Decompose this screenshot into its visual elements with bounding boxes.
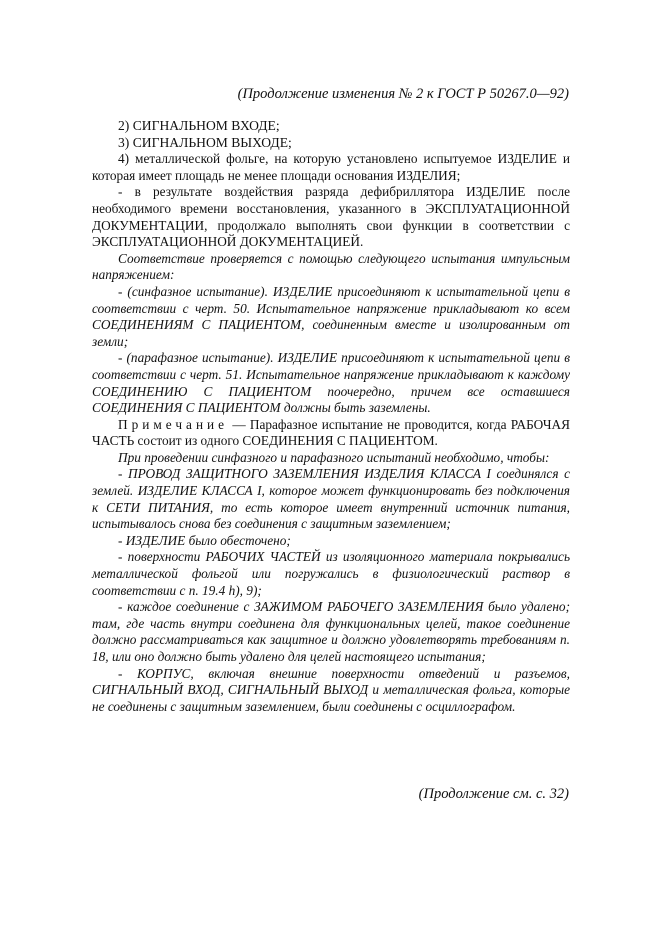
paragraph-deenergized: - ИЗДЕЛИЕ было обесточено;	[118, 532, 291, 548]
paragraph-common-mode-test: - (синфазное испытание). ИЗДЕЛИЕ присоединяют к испытательной цепи в соответствии с черт. 50. Испытательное напряжение прикладывают ко всем СОЕДИНЕНИЯМ С ПАЦИЕНТОМ, соединенным вместе и изолированным от земли;	[92, 283, 570, 349]
continuation-footer: (Продолжение см. с. 32)	[418, 786, 569, 802]
paragraph-metal-foil: 4) металлической фольге, на которую установлено испытуемое ИЗДЕЛИЕ и которая имеет площадь не менее площади основания ИЗДЕЛИЯ;	[92, 151, 570, 183]
paragraph-signal-output: 3) СИГНАЛЬНОМ ВЫХОДЕ;	[118, 134, 292, 150]
document-body	[92, 118, 570, 715]
paragraph-functional-earth: - каждое соединение с ЗАЖИМОМ РАБОЧЕГО ЗАЗЕМЛЕНИЯ было удалено; там, где часть внутри соединена для функциональных целей, такое соединение должно рассматриваться как защитное и должно удовлетворять требованиям п. 18, или оно должно быть удалено для целей настоящего испытания;	[92, 599, 570, 664]
paragraph-defibrillator-result: - в результате воздействия разряда дефибриллятора ИЗДЕЛИЕ после необходимого времени восстановления, указанного в ЭКСПЛУАТАЦИОННОЙ ДОКУМЕНТАЦИИ, продолжало выполнять свои функции в соответствии с ЭКСПЛУАТАЦИОННОЙ ДОКУМЕНТАЦИЕЙ.	[92, 184, 570, 250]
continuation-header: (Продолжение изменения № 2 к ГОСТ Р 50267.0—92)	[237, 86, 569, 102]
paragraph-applied-parts-foil: - поверхности РАБОЧИХ ЧАСТЕЙ из изоляционного материала покрывались металлической фольгой или погружались в физиологический раствор в соответствии с п. 19.4 h), 9);	[92, 549, 570, 598]
paragraph-differential-mode-test: - (парафазное испытание). ИЗДЕЛИЕ присоединяют к испытательной цепи в соответствии с черт. 51. Испытательное напряжение прикладывают к каждому СОЕДИНЕНИЮ С ПАЦИЕНТОМ поочередно, причем все оставшиеся СОЕДИНЕНИЯ С ПАЦИЕНТОМ должны быть заземлены.	[92, 350, 570, 416]
note-label: Примечание	[118, 416, 229, 432]
paragraph-test-conditions: При проведении синфазного и парафазного испытаний необходимо, чтобы:	[118, 449, 550, 465]
paragraph-protective-earth: - ПРОВОД ЗАЩИТНОГО ЗАЗЕМЛЕНИЯ ИЗДЕЛИЯ КЛАССА I соединялся с землей. ИЗДЕЛИЕ КЛАССА I, которое может функционировать без подключения к СЕТИ ПИТАНИЯ, то есть которое имеет внутренний источник питания, испытывалось снова без соединения с защитным заземлением;	[92, 466, 570, 532]
note-text: — Парафазное испытание не проводится, когда РАБОЧАЯ ЧАСТЬ состоит из одного СОЕДИНЕНИЯ С ПАЦИЕНТОМ.	[92, 416, 570, 449]
paragraph-enclosure-oscilloscope: - КОРПУС, включая внешние поверхности отведений и разъемов, СИГНАЛЬНЫЙ ВХОД, СИГНАЛЬНЫЙ ВЫХОД и металлическая фольга, которые не соединены с защитным заземлением, были соединены с осциллографом.	[92, 665, 570, 714]
paragraph-note	[92, 417, 570, 450]
paragraph-signal-input: 2) СИГНАЛЬНОМ ВХОДЕ;	[118, 118, 280, 133]
paragraph-compliance-check: Соответствие проверяется с помощью следующего испытания импульсным напряжением:	[92, 250, 570, 283]
